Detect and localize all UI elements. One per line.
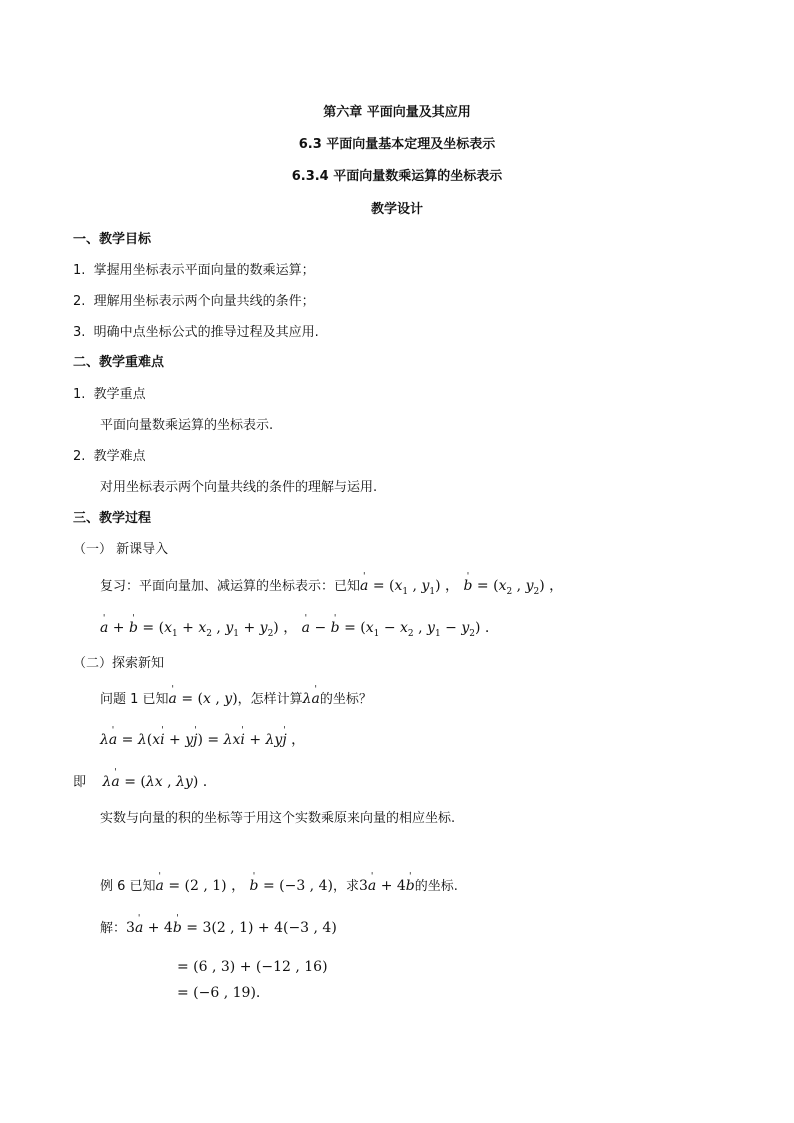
intro-heading: （一） 新课导入	[73, 542, 169, 557]
formula-lambda-expand: λ' a = λ(x' i + y' j) = λx' i + λy' j ，	[100, 731, 305, 749]
process-heading: 三、教学过程	[73, 511, 152, 526]
keypoints-heading: 二、教学重难点	[73, 355, 165, 370]
keypoint-text-1: 平面向量数乘运算的坐标表示.	[100, 418, 274, 433]
formula-add-sub: ' a + ' $b = (x_1 + x_2$ , $y_1 + y_2$) ， ' a − ' $b = (x_1 - x_2$ , $y_1 - y_2$) .	[100, 619, 489, 643]
section-title: 6.3 平面向量基本定理及坐标表示	[298, 137, 496, 152]
solution-line-1: 解：3' a + 4' b = 3(2 , 1) + 4(−3 , 4)	[100, 919, 337, 938]
formula-lambda-result: 即 λ' a = (λx , λy) .	[73, 773, 207, 792]
goal-item-2: 2. 理解用坐标表示两个向量共线的条件；	[73, 294, 315, 309]
example-6: 例 6 已知' a = (2 , 1) ， ' b = (−3 , 4)，求3' a + 4' b的坐标.	[100, 877, 458, 896]
review-line: 复习：平面向量加、减运算的坐标表示：已知' $a = (x_1$ , $y_1$) ， ' $b = (x_2$ , $y_2$) ，	[100, 577, 563, 601]
goal-item-1: 1. 掌握用坐标表示平面向量的数乘运算；	[73, 263, 315, 278]
goal-item-3: 3. 明确中点坐标公式的推导过程及其应用.	[73, 325, 319, 340]
question-1: 问题 1 已知' a = (x , y)，怎样计算λ' a的坐标？	[100, 690, 372, 709]
solution-line-3: = (−6 , 19).	[177, 985, 261, 1001]
keypoint-text-2: 对用坐标表示两个向量共线的条件的理解与运用.	[100, 480, 378, 495]
conclusion-text: 实数与向量的积的坐标等于用这个实数乘原来向量的相应坐标.	[100, 811, 456, 826]
keypoint-title-2: 2. 教学难点	[73, 449, 146, 464]
solution-line-2: = (6 , 3) + (−12 , 16)	[177, 959, 328, 975]
goals-heading: 一、教学目标	[73, 232, 152, 247]
subsection-title: 6.3.4 平面向量数乘运算的坐标表示	[291, 169, 503, 184]
chapter-title: 第六章 平面向量及其应用	[323, 105, 471, 120]
design-title: 教学设计	[370, 202, 423, 217]
keypoint-title-1: 1. 教学重点	[73, 387, 146, 402]
explore-heading: （二）探索新知	[73, 656, 165, 671]
